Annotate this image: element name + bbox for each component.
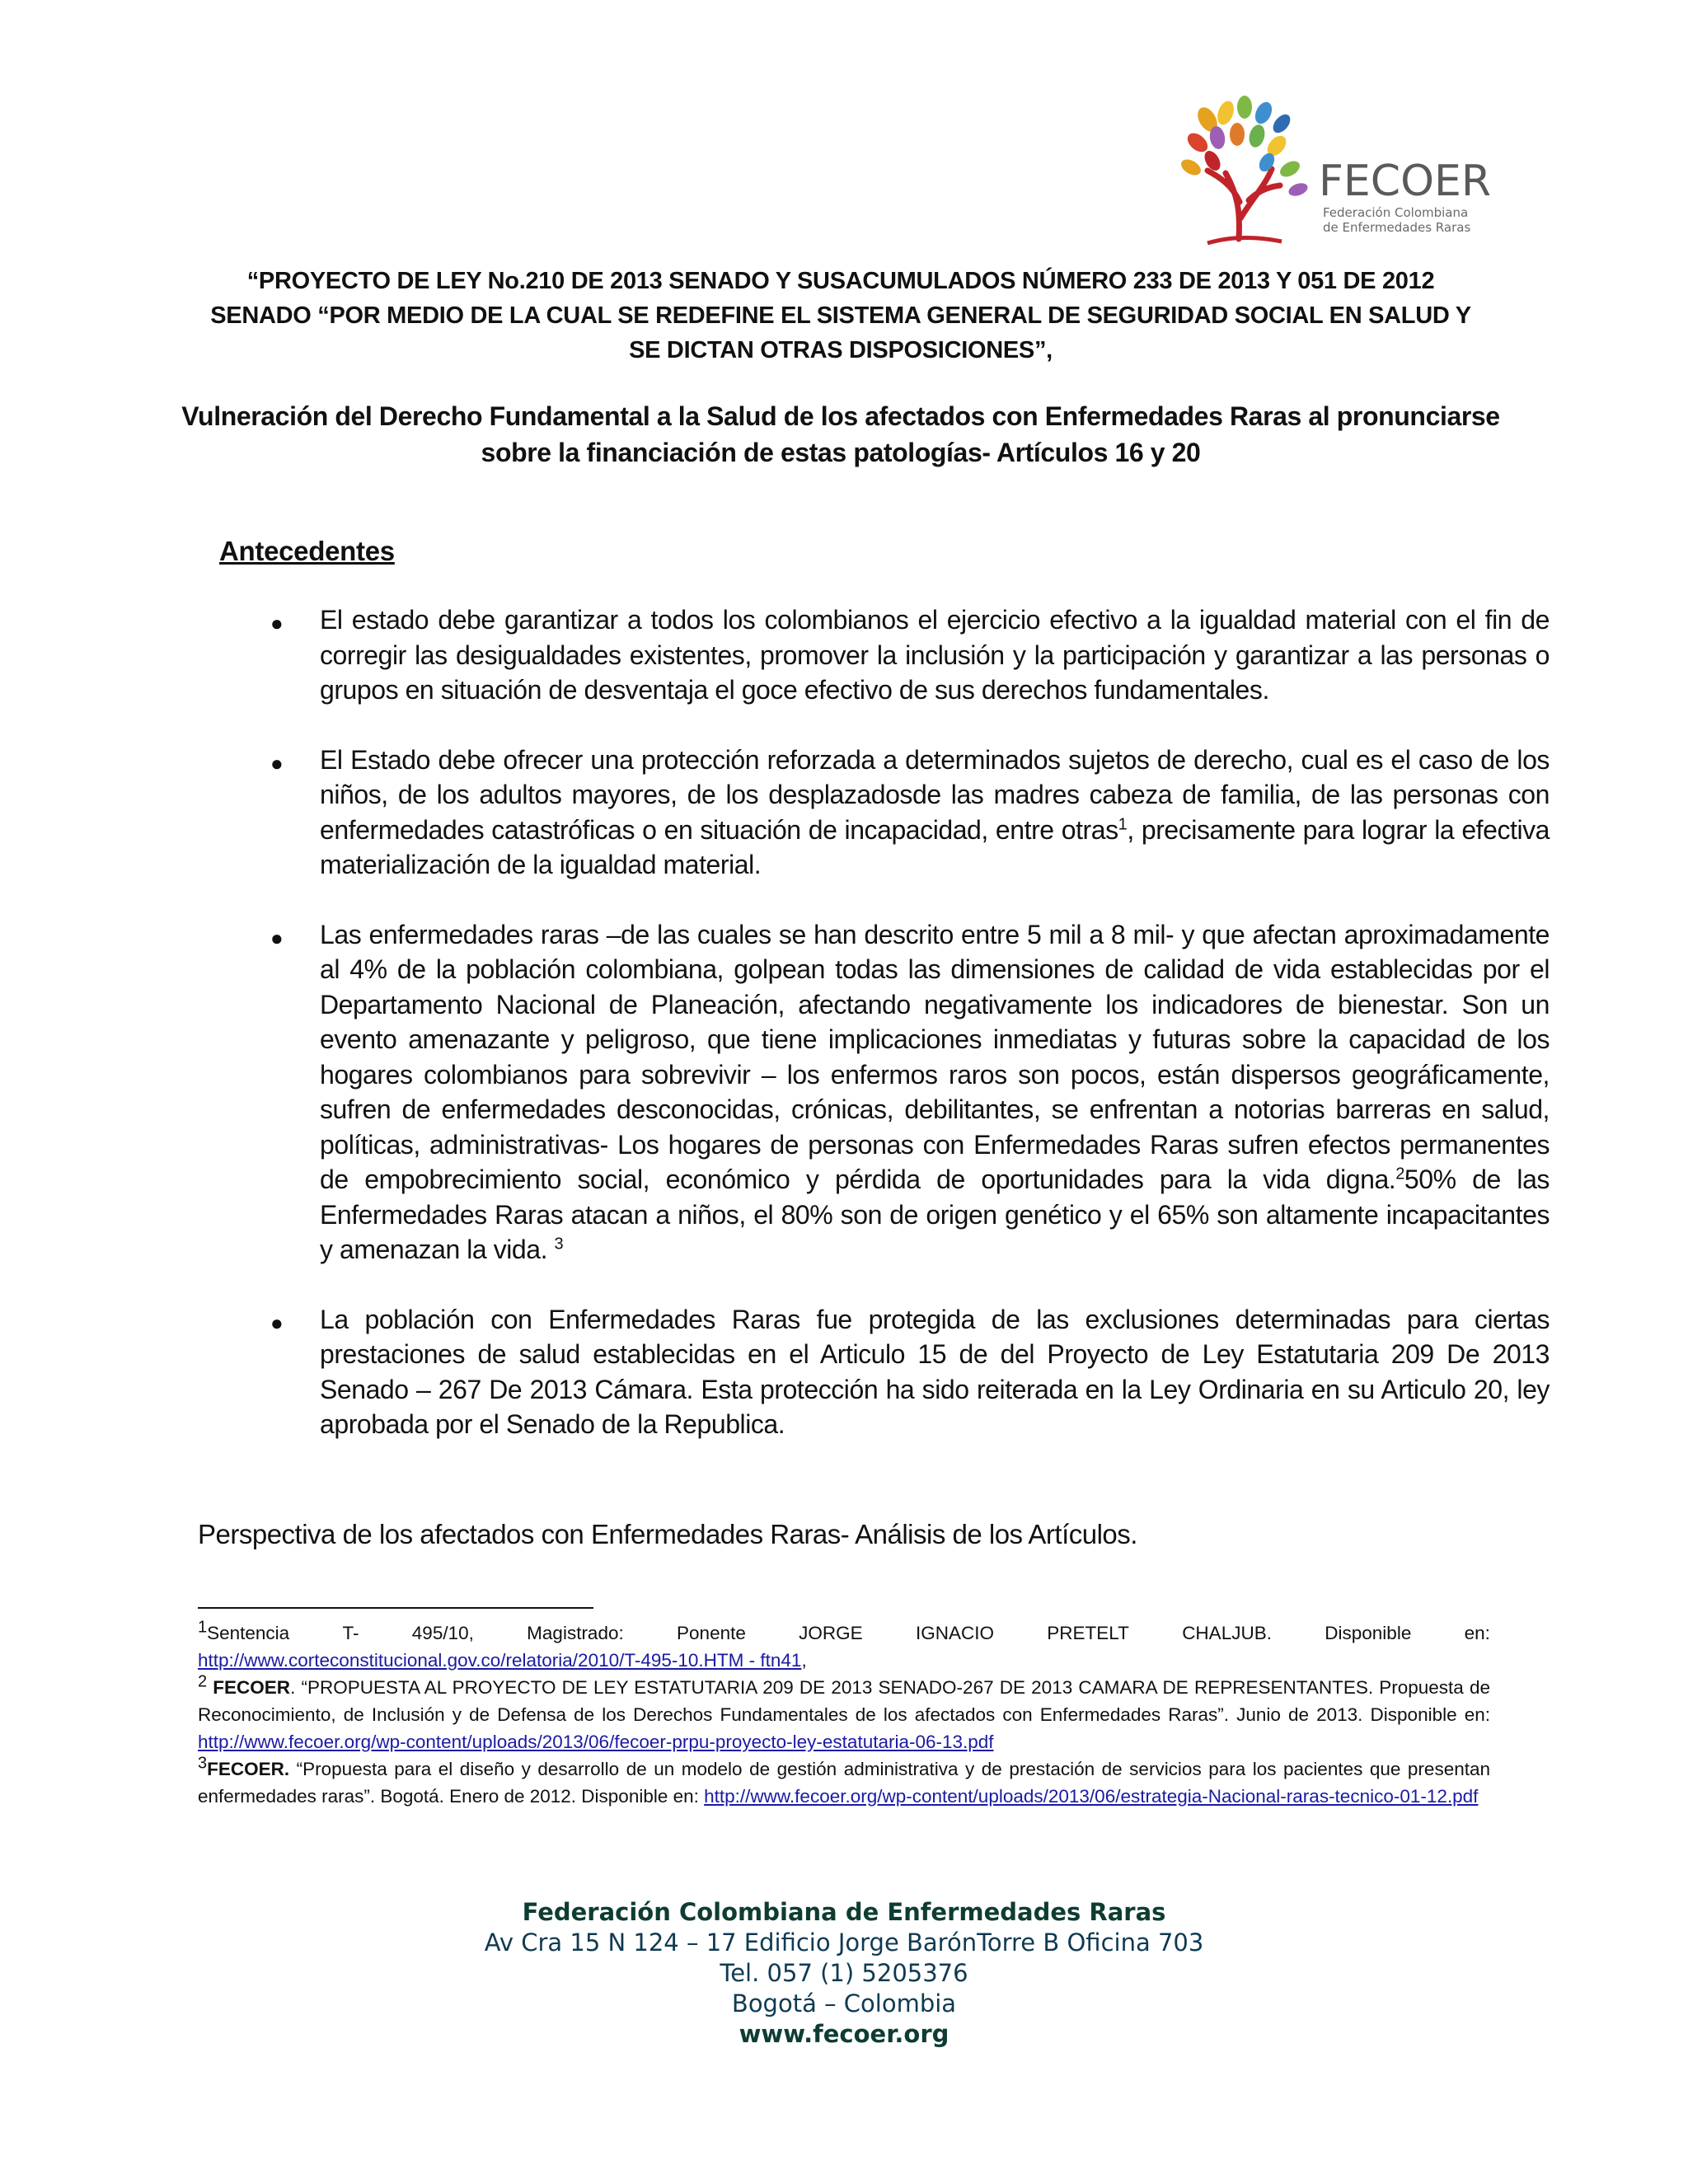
footnote-number: 2 — [198, 1672, 208, 1691]
tree-logo-icon — [1175, 95, 1496, 251]
document-subtitle — [132, 398, 1550, 471]
footnote-number: 1 — [198, 1618, 208, 1637]
footnote-2-link[interactable]: http://www.fecoer.org/wp-content/uploads/2013/06/fecoer-prpu-proyecto-ley-estatutaria-06-13.pdf — [198, 1732, 994, 1752]
bullet-text-cont: 50% de las Enfermedades Raras atacan a niños, el 80% son de origen genético y el 65% son altamente incapacitantes y amenazan la vida. — [320, 1165, 1550, 1264]
footnote-1-line: $^1$Sentencia T- 495/10, Magistrado: Ponente JORGE IGNACIO PRETELT CHALJUB. Disponible en: — [198, 1618, 1490, 1643]
footnote-3: $^3$FECOER. “Propuesta para el diseño y desarrollo de un modelo de gestión administrativa y de prestación de servicios para los pacientes que presentan enfermedades raras”. Bogotá. Enero de 2012. Disponible en: http://www.fecoer.org/wp-content/uploads/2013/06/estrategia-Nacional-raras-tecnico-01-12.pdf — [198, 1754, 1490, 1807]
logo-tagline-1: Federación Colombiana — [1323, 205, 1469, 220]
subtitle-line-2: sobre la financiación de estas patologías- Artículos 16 y 20 — [481, 438, 1201, 467]
footnote-3-link[interactable]: http://www.fecoer.org/wp-content/uploads/2013/06/estrategia-Nacional-raras-tecnico-01-12.pdf — [704, 1786, 1479, 1807]
title-line-2: SENADO “POR MEDIO DE LA CUAL SE REDEFINE EL SISTEMA GENERAL DE SEGURIDAD SOCIAL EN SALUD Y — [210, 302, 1471, 329]
list-item — [264, 602, 1550, 708]
footnote-ref[interactable]: 2 — [1395, 1165, 1404, 1183]
list-item — [264, 1302, 1550, 1442]
antecedentes-list — [264, 602, 1550, 1477]
footnote-number: 3 — [198, 1754, 208, 1773]
list-item — [264, 743, 1550, 883]
footnote-ref[interactable]: 1 — [1118, 814, 1128, 833]
bullet-icon: ● — [270, 1310, 284, 1335]
fecoer-logo — [1175, 95, 1496, 251]
footnote-divider — [198, 1607, 593, 1609]
footnotes — [198, 1619, 1490, 1810]
logo-name: FECOER — [1319, 157, 1491, 206]
bullet-text: Las enfermedades raras –de las cuales se han descrito entre 5 mil a 8 mil- y que afectan aproximadamente al 4% de la población colombiana, golpean todas las dimensiones de calidad de vida establecidas por el Departamento Nacional de Planeación, afectando negativamente los indicadores de bienestar. Son un evento amenazante y peligroso, que tiene implicaciones inmediatas y futuras sobre la capacidad de los hogares colombianos para sobrevivir – los enfermos raros son pocos, están dispersos geográficamente, sufren de enfermedades desconocidas, crónicas, debilitantes, se enfrentan a notorias barreras en salud, políticas, administrativas- Los hogares de personas con Enfermedades Raras sufren efectos permanentes de empobrecimiento social, económico y pérdida de oportunidades para la vida digna. — [320, 919, 1550, 1194]
footnote-2: $^2$ FECOER. “PROPUESTA AL PROYECTO DE LEY ESTATUTARIA 209 DE 2013 SENADO-267 DE 2013 CAMARA DE REPRESENTANTES. Propuesta de Reconocimiento, de Inclusión y de Defensa de los Derechos Fundamentales de los afectados con Enfermedades Raras”. Junio de 2013. Disponible en: http://www.fecoer.org/wp-content/uploads/2013/06/fecoer-prpu-proyecto-ley-estatutaria-06-13.pdf — [198, 1672, 1490, 1752]
bullet-icon: ● — [270, 611, 284, 635]
footer-website-link[interactable]: www.fecoer.org — [738, 2020, 950, 2048]
footer-phone: Tel. 057 (1) 5205376 — [720, 1959, 968, 1987]
footnote-1: $^1$Sentencia T- 495/10, Magistrado: Ponente JORGE IGNACIO PRETELT CHALJUB. Disponible en: http://www.corteconstitucional.gov.co/relatoria/2010/T-495-10.HTM - ftn41, — [198, 1618, 1490, 1671]
document-title — [132, 264, 1550, 368]
perspectiva-heading: Perspectiva de los afectados con Enfermedades Raras- Análisis de los Artículos. — [198, 1519, 1137, 1549]
page-footer — [349, 1897, 1339, 2050]
footer-org: Federación Colombiana de Enfermedades Raras — [522, 1898, 1166, 1926]
footer-address: Av Cra 15 N 124 – 17 Edificio Jorge BarónTorre B Oficina 703 — [484, 1929, 1204, 1957]
section-heading-antecedentes: Antecedentes — [219, 536, 395, 566]
bullet-icon: ● — [270, 925, 284, 950]
bullet-text: El Estado debe ofrecer una protección reforzada a determinados sujetos de derecho, cual es el caso de los niños, de los adultos mayores, de los desplazadosde las madres cabeza de familia, de las personas con enfermedades catastróficas o en situación de incapacidad, entre otras — [320, 744, 1550, 845]
footnote-ref[interactable]: 3 — [554, 1235, 564, 1254]
bullet-text: La población con Enfermedades Raras fue protegida de las exclusiones determinadas para ciertas prestaciones de salud establecidas en el Articulo 15 de del Proyecto de Ley Estatutaria 209 De 2013 Senado – 267 De 2013 Cámara. Esta protección ha sido reiterada en la Ley Ordinaria en su Articulo 20, ley aprobada por el Senado de la Republica. — [320, 1304, 1550, 1439]
bullet-text: El estado debe garantizar a todos los colombianos el ejercicio efectivo a la igualdad material con el fin de corregir las desigualdades existentes, promover la inclusión y la participación y garantizar a las personas o grupos en situación de desventaja el goce efectivo de sus derechos fundamentales. — [320, 605, 1550, 705]
bullet-icon: ● — [270, 750, 284, 776]
list-item — [264, 917, 1550, 1268]
logo-tagline-2: de Enfermedades Raras — [1323, 220, 1471, 235]
footer-city: Bogotá – Colombia — [731, 1990, 957, 2018]
subtitle-line-1: Vulneración del Derecho Fundamental a la Salud de los afectados con Enfermedades Raras al pronunciarse — [181, 401, 1500, 431]
title-line-1: “PROYECTO DE LEY No.210 DE 2013 SENADO Y SUSACUMULADOS NÚMERO 233 DE 2013 Y 051 DE 2012 — [246, 268, 1435, 294]
title-line-3: SE DICTAN OTRAS DISPOSICIONES”, — [629, 337, 1053, 363]
footnote-1-link[interactable]: http://www.corteconstitucional.gov.co/relatoria/2010/T-495-10.HTM - ftn41 — [198, 1650, 802, 1671]
bullet-text-cont: , precisamente para lograr la efectiva materialización de la igualdad material. — [320, 814, 1550, 879]
